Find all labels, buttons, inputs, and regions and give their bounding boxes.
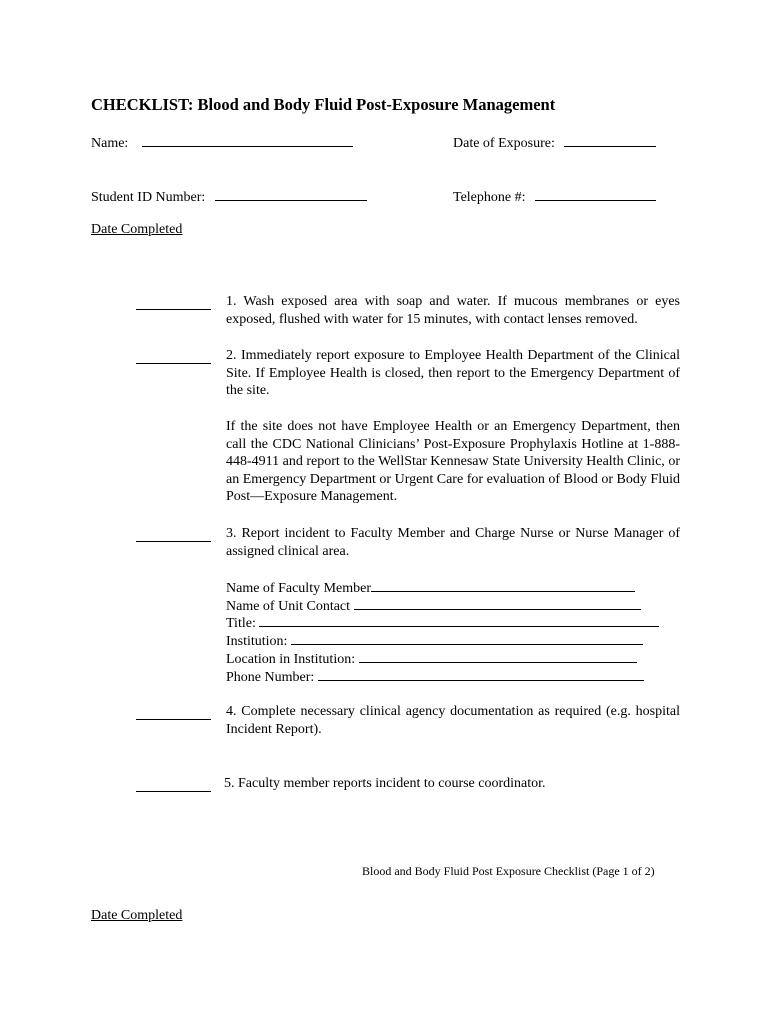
checklist-item-1: 1. Wash exposed area with soap and water. If mucous membranes or eyes exposed, flushed with water for 15 minutes, with contact lenses removed. <box>226 294 680 327</box>
item-3-completion-line[interactable] <box>136 541 211 542</box>
location-label: Location in Institution: <box>226 652 356 667</box>
name-line <box>142 133 353 147</box>
title-field[interactable] <box>226 613 659 633</box>
title-line <box>259 613 659 627</box>
name-label: Name: <box>91 136 129 151</box>
faculty-name-label: Name of Faculty Member <box>226 581 372 596</box>
faculty-name-line <box>371 578 635 592</box>
location-line <box>359 649 637 663</box>
phone-number-field[interactable] <box>226 667 644 687</box>
item-5-completion-line[interactable] <box>136 791 211 792</box>
student-id-label: Student ID Number: <box>91 190 206 205</box>
institution-label: Institution: <box>226 634 288 649</box>
checklist-item-2-note: If the site does not have Employee Health or an Emergency Department, then call the CDC National Clinicians’ Post-Exposure Prophylaxis Hotline at 1-888-448-4911 and report to the WellStar Kennesaw State University Health Clinic, or an Emergency Department or Urgent Care for evaluation of Blood or Body Fluid Post—Exposure Management. <box>226 419 680 504</box>
date-of-exposure-label: Date of Exposure: <box>453 136 555 151</box>
student-id-field[interactable] <box>91 187 367 206</box>
title-label: Title: <box>226 616 256 631</box>
date-completed-heading: Date Completed <box>91 222 183 237</box>
checklist-item-3: 3. Report incident to Faculty Member and Charge Nurse or Nurse Manager of assigned clinical area. <box>226 526 680 559</box>
document-title: CHECKLIST: Blood and Body Fluid Post-Exposure Management <box>91 95 556 114</box>
unit-contact-line <box>354 596 641 610</box>
item-2-completion-line[interactable] <box>136 363 211 364</box>
name-field[interactable] <box>91 133 353 152</box>
location-field[interactable] <box>226 649 637 669</box>
item-1-completion-line[interactable] <box>136 309 211 310</box>
institution-line <box>291 631 643 645</box>
institution-field[interactable] <box>226 631 643 651</box>
telephone-label: Telephone #: <box>453 190 526 205</box>
checklist-item-2: 2. Immediately report exposure to Employee Health Department of the Clinical Site. If Employee Health is closed, then report to the Emergency Department of the site. <box>226 348 680 398</box>
date-completed-heading-bottom: Date Completed <box>91 908 183 923</box>
checklist-item-5: 5. Faculty member reports incident to course coordinator. <box>224 776 546 791</box>
item-4-completion-line[interactable] <box>136 719 211 720</box>
date-of-exposure-field[interactable] <box>453 133 656 152</box>
page-footer: Blood and Body Fluid Post Exposure Checklist (Page 1 of 2) <box>362 864 655 878</box>
faculty-name-field[interactable] <box>226 578 635 598</box>
student-id-line <box>215 187 367 201</box>
checklist-item-4: 4. Complete necessary clinical agency documentation as required (e.g. hospital Incident Report). <box>226 704 680 737</box>
telephone-field[interactable] <box>453 187 656 206</box>
telephone-line <box>535 187 656 201</box>
phone-number-label: Phone Number: <box>226 670 315 685</box>
unit-contact-label: Name of Unit Contact <box>226 599 351 614</box>
phone-number-line <box>318 667 644 681</box>
date-of-exposure-line <box>564 133 656 147</box>
